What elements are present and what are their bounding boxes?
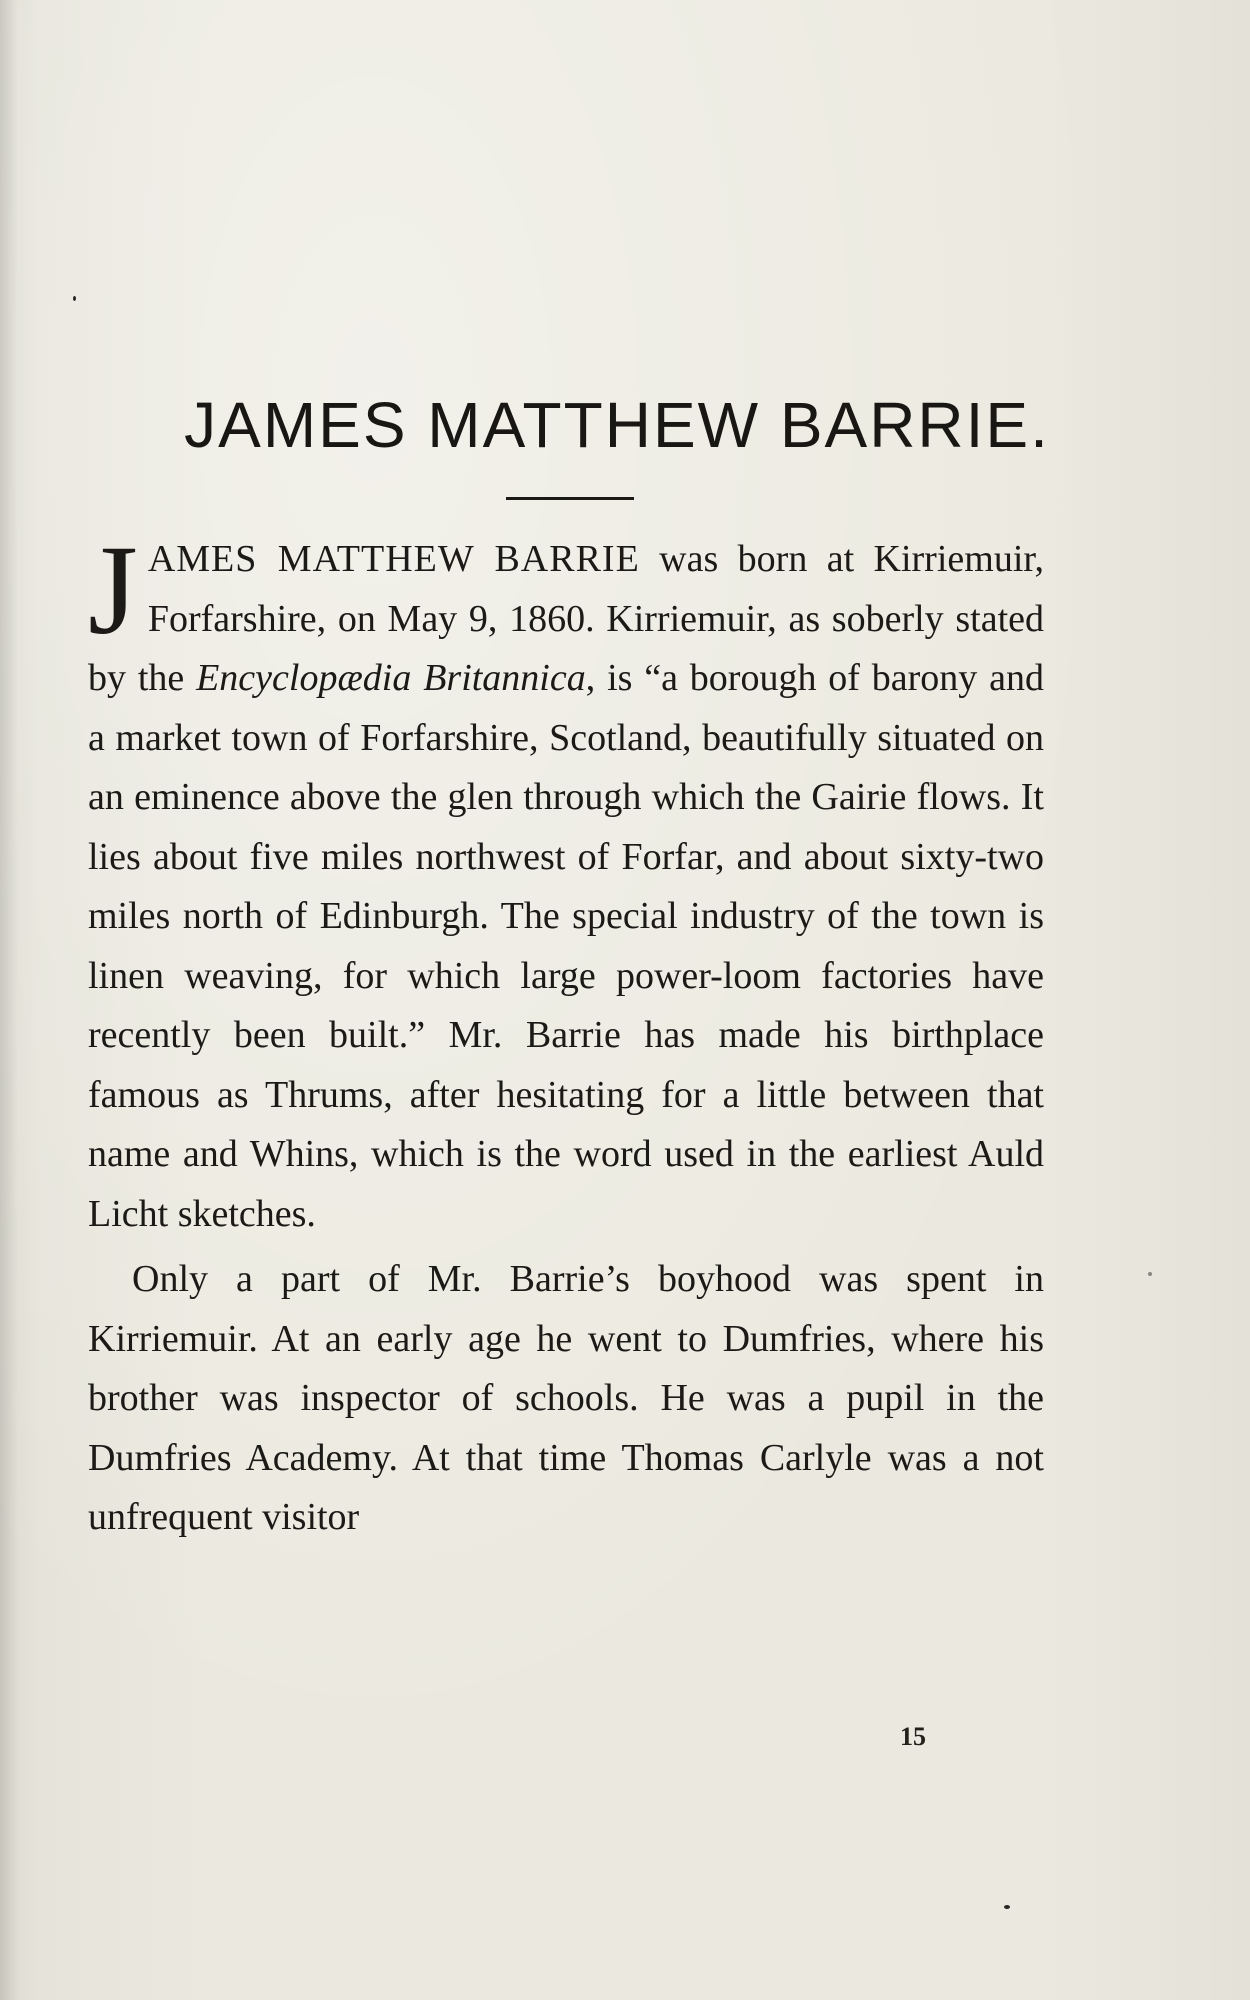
encyclopaedia-title: Encyclopædia Britannica [196, 657, 586, 699]
paragraph-1-text-a: was born at Kirriemuir, Forfarshire, on May 9, 1860. Kirriemuir, as soberly stated by the [88, 538, 1045, 699]
opening-words: AMES MATTHEW BARRIE [147, 538, 640, 580]
ink-speck [1004, 1905, 1010, 1909]
page-number: 15 [900, 1722, 926, 1751]
paragraph-1-text-b: , is “a borough of barony and a market town of Forfarshire, Scotland, beautifully situated on an eminence above the glen through which the Gairie flows. It lies about five miles northwest of Forfar, and about sixty-two miles north of Edinburgh. The special industry of the town is linen weaving, for which large power-loom factories have recently been built.” Mr. Barrie has made his birthplace famous as Thrums, after hesitating for a little between that name and Whins, which is the word used in the earliest Auld Licht sketches. [88, 657, 1044, 1235]
gutter-shadow [0, 0, 18, 2000]
title-rule [506, 497, 634, 500]
ink-speck [73, 296, 76, 301]
paragraph-2: Only a part of Mr. Barrie’s boyhood was spent in Kirriemuir. At an early age he went to Dumfries, where his brother was inspector of schools. He was a pupil in the Dumfries Academy. At that time Thomas Carlyle was a not unfrequent visitor [88, 1258, 1044, 1538]
drop-cap: J [88, 519, 138, 661]
body-text [88, 519, 1045, 1548]
paragraph-1 [88, 519, 1045, 1244]
ink-speck [1148, 1272, 1152, 1276]
chapter-title: JAMES MATTHEW BARRIE. [184, 389, 1050, 461]
